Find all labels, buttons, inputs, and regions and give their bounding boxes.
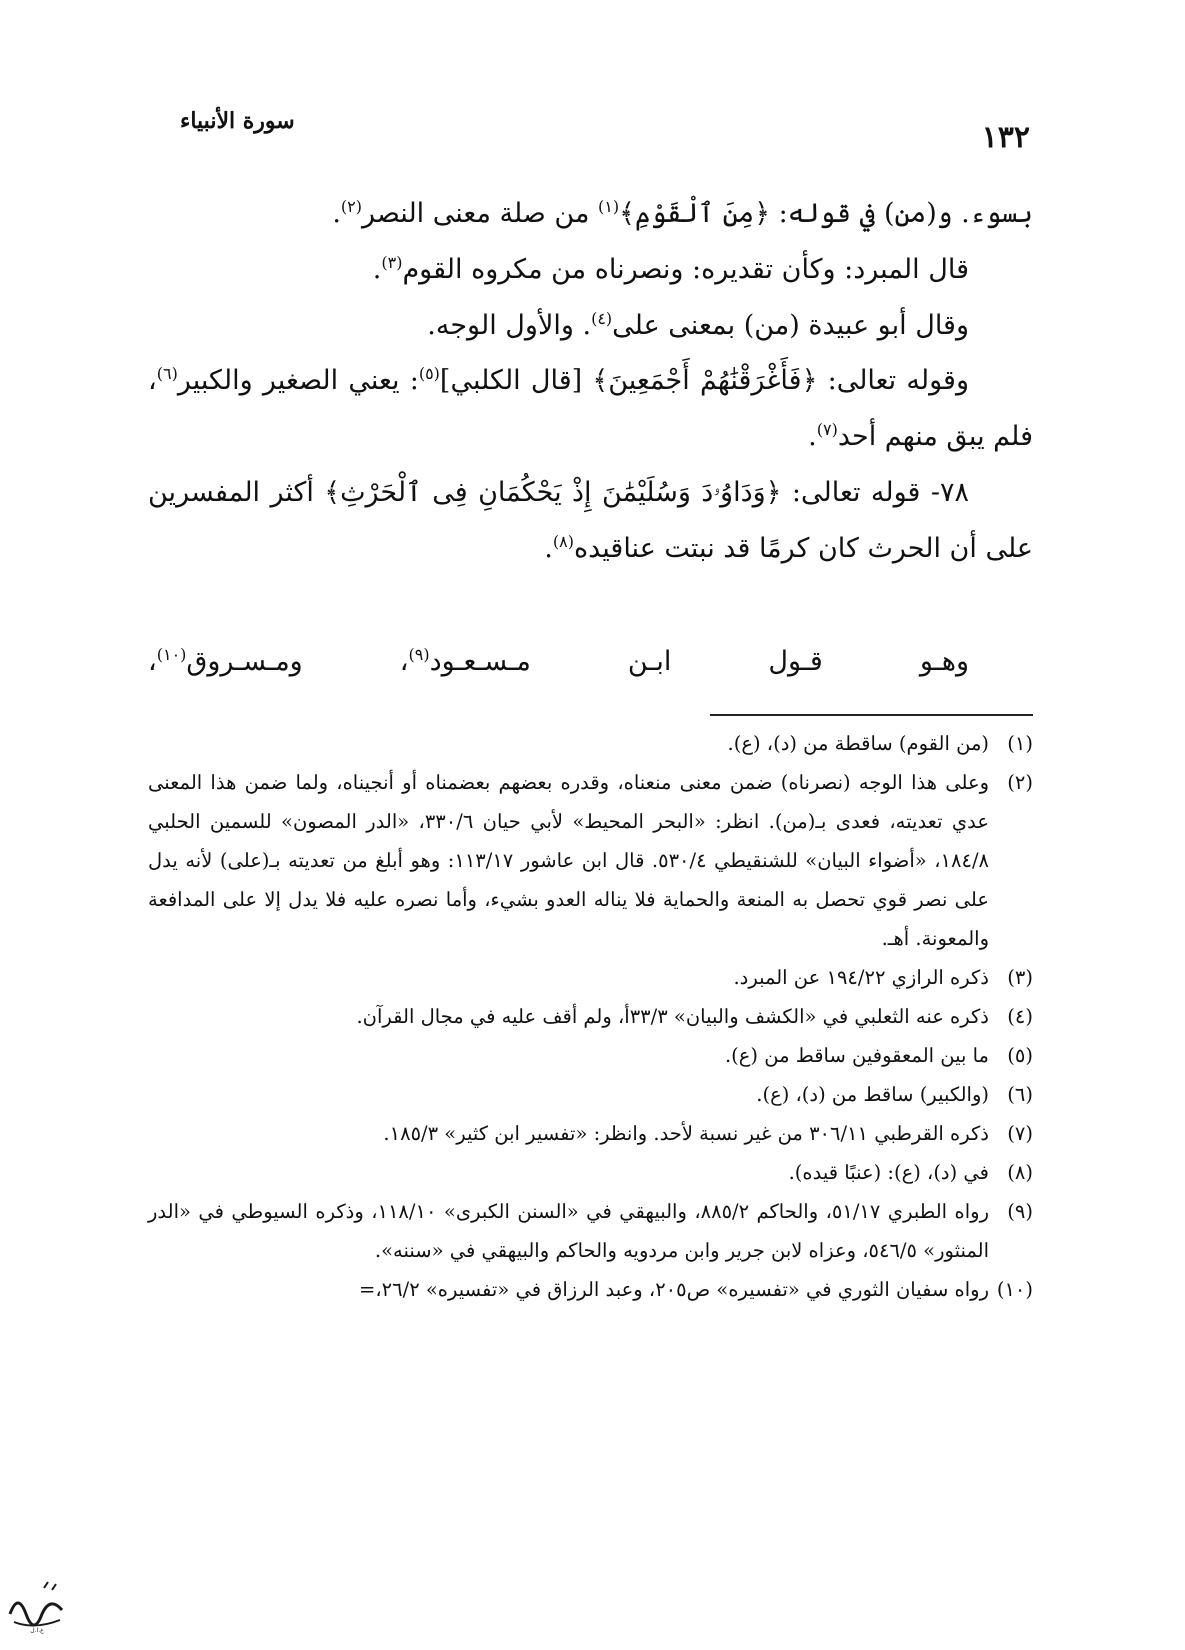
text-run: قال المبرد: وكأن تقديره: ونصرناه من مكروه القوم (402, 253, 969, 285)
footnotes (148, 724, 1033, 1309)
footnote (148, 1114, 1033, 1153)
footnote-number: (٩) (1007, 1200, 1033, 1223)
footnote-separator (710, 714, 1033, 716)
footnote-number: (٣) (1007, 966, 1033, 989)
footnote-text: في (د)، (ع): (عنبًا قيده). (788, 1161, 989, 1184)
text-run: . والأول الوجه. (427, 309, 592, 341)
logo-subtext: غ.ا.ل (30, 1627, 44, 1634)
footnote-number: (٤) (1007, 1005, 1033, 1028)
footnote (148, 958, 1033, 997)
footnote-number: (٨) (1007, 1161, 1033, 1184)
footnote-number: (٥) (1007, 1044, 1033, 1067)
footnote-ref[interactable]: (٤) (591, 308, 613, 328)
paragraph (148, 242, 1033, 298)
footnote-ref[interactable]: (١) (598, 197, 620, 216)
surah-title: سورة الأنبياء (180, 108, 295, 134)
footnote (148, 724, 1033, 763)
word: ابـن (627, 646, 672, 677)
word: مـسـعـود (429, 646, 531, 677)
word: وهـو (919, 646, 969, 677)
footnote-number: (١) (1007, 732, 1033, 755)
footnote (148, 1270, 1033, 1309)
footnote (148, 763, 1033, 958)
footnote-ref[interactable]: (٦) (156, 364, 178, 384)
word-with-footnote (148, 634, 303, 690)
text-run: من صلة معنى النصر (362, 198, 599, 229)
text-run: . (372, 253, 382, 285)
footnote-ref[interactable]: (٣) (381, 252, 403, 272)
footnote (148, 1036, 1033, 1075)
footnote-ref[interactable]: (٢) (340, 197, 362, 216)
footnote-text: رواه سفيان الثوري في «تفسيره» ص٢٠٥، وعبد الرزاق في «تفسيره» ٢٦/٢،= (359, 1278, 989, 1301)
publisher-logo (4, 1574, 70, 1634)
text-run: . (332, 198, 341, 229)
paragraph (148, 353, 1033, 465)
footnote-text: ذكره الرازي ١٩٤/٢٢ عن المبرد. (733, 966, 989, 989)
page-number: ١٣٢ (981, 120, 1030, 155)
footnote-ref[interactable]: (٨) (552, 531, 574, 551)
footnote-number: (٧) (1007, 1122, 1033, 1145)
last-line (148, 634, 1033, 690)
text-run: وقوله تعالى: ﴿فَأَغْرَقْنَٰهُمْ أَجْمَعِينَ﴾ [قال الكلبي] (439, 365, 970, 397)
footnote-text: (والكبير) ساقط من (د)، (ع). (756, 1083, 989, 1106)
footnote (148, 1153, 1033, 1192)
footnote-text: ذكره عنه الثعلبي في «الكشف والبيان» ٣٣/٣أ، ولم أقف عليه في مجال القرآن. (356, 1005, 989, 1028)
page-header (180, 104, 1030, 164)
word-with-footnote (400, 634, 531, 690)
footnote-number: (٢) (1007, 771, 1033, 794)
main-text (148, 186, 1033, 577)
comma: ، (399, 646, 409, 677)
text-run: . (808, 421, 817, 453)
footnote-ref[interactable]: (٥) (418, 364, 440, 384)
text-run: ٧٨- قوله تعالى: ﴿وَدَاوُۥدَ وَسُلَيْمَٰنَ إِذْ يَحْكُمَانِ فِى ٱلْحَرْثِ﴾ أكثر المفسرين على أن الحرث كان كرمًا قد نبتت عناقيده (148, 476, 1033, 564)
paragraph (148, 186, 1033, 242)
text-run: وقال أبو عبيدة (من) بمعنى على (612, 309, 969, 341)
footnote-text: (من القوم) ساقطة من (د)، (ع). (727, 732, 989, 755)
footnote-number: (١٠) (996, 1278, 1033, 1301)
footnote-number: (٦) (1007, 1083, 1033, 1106)
word: قـول (768, 646, 823, 677)
footnote-text: ما بين المعقوفين ساقط من (ع). (724, 1044, 989, 1067)
footnote (148, 1192, 1033, 1270)
text-run: بسوء. و(من) في قوله: ﴿مِنَ ٱلْقَوْمِ﴾ (619, 198, 1033, 229)
text-run: : يعني الصغير والكبير (177, 365, 419, 397)
footnote-ref[interactable]: (١٠) (156, 645, 187, 664)
paragraph (148, 298, 1033, 354)
footnote-text: ذكره القرطبي ٣٠٦/١١ من غير نسبة لأحد. وانظر: «تفسير ابن كثير» ١٨٥/٣. (383, 1122, 989, 1145)
footnote (148, 1075, 1033, 1114)
footnote (148, 997, 1033, 1036)
comma: ، (148, 646, 157, 677)
footnote-ref[interactable]: (٩) (408, 645, 430, 664)
text-run: . (544, 532, 553, 564)
footnote-text: وعلى هذا الوجه (نصرناه) ضمن معنى منعناه، وقدره بعضهم بعضمناه أو أنجيناه، ولما ضمن هذا المعنى عدي تعديته، فعدى بـ(من). انظر: «البحر المحيط» لأبي حيان ٣٣٠/٦، «الدر المصون» للسمين الحلبي ١٨٤/٨، «أضواء البيان» للشنقيطي ٥٣٠/٤. قال ابن عاشور ١١٣/١٧: وهو أبلغ من تعديته بـ(على) لأنه يدل على نصر قوي تحصل به المنعة والحماية فلا يناله العدو بشيء، وأما نصره عليه فلا يدل إلا على المدافعة والمعونة. أهـ. (148, 771, 989, 950)
paragraph (148, 465, 1033, 577)
footnote-ref[interactable]: (٧) (816, 420, 838, 440)
footnote-text: رواه الطبري ٥١/١٧، والحاكم ٨٨٥/٢، والبيهقي في «السنن الكبرى» ١١٨/١٠، وذكره السيوطي في «الدر المنثور» ٥٤٦/٥، وعزاه لابن جرير وابن مردويه والحاكم والبيهقي في «سننه». (148, 1200, 989, 1262)
word: ومـسـروق (186, 646, 303, 677)
text-run: ، فلم يبق منهم أحد (148, 365, 1033, 453)
